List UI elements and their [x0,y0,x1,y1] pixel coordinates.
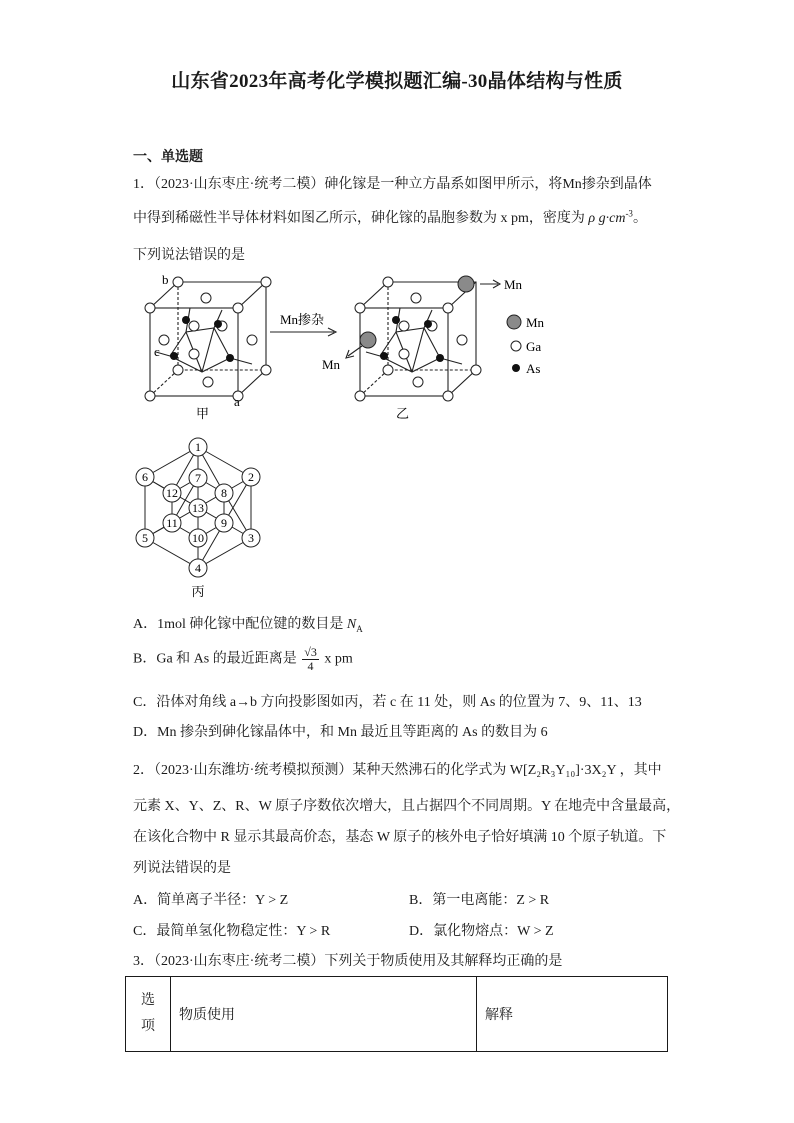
crystal-figure [130,268,570,428]
q2-option-d: D．氯化物熔点：W > Z [409,924,554,939]
q1-option-a-var: N [346,617,357,632]
q1-option-b-unit: x pm [324,651,353,667]
caption-bing: 丙 [191,584,205,599]
fraction-numerator: √3 [304,645,317,659]
label-b: b [162,272,169,287]
q1-density-exp: -3 [625,208,633,219]
q2-option-a: A．简单离子半径：Y > Z [133,893,289,908]
legend-ga: Ga [526,339,542,354]
q1-option-a [133,613,363,634]
q2-option-c: C．最简单氢化物稳定性：Y > R [133,924,331,939]
q2-option-b: B．第一电离能：Z > R [409,893,550,908]
node-5: 5 [142,531,148,545]
q1-option-d: D．Mn 掺杂到砷化镓晶体中，和 Mn 最近且等距离的 As 的数目为 6 [133,725,548,740]
node-8: 8 [221,486,227,500]
caption-jia: 甲 [196,406,210,421]
q2-line1 [133,759,662,779]
mn-top-label: Mn [504,277,523,292]
q1-option-a-sub: A [356,623,363,634]
label-c: c [154,344,160,359]
header-option [126,977,171,1052]
node-12: 12 [166,486,178,500]
q1-option-a-text: A．1mol 砷化镓中配位键的数目是 [133,617,344,632]
node-9: 9 [221,516,227,530]
header-option-line1: 选 [141,993,155,1008]
node-6: 6 [142,470,148,484]
node-13: 13 [192,501,204,515]
node-3: 3 [248,531,254,545]
q1-option-b-fraction [302,646,319,673]
q1-line2-text: 中得到稀磁性半导体材料如图乙所示，砷化镓的晶胞参数为 x pm，密度为 [133,211,585,226]
node-7: 7 [195,471,201,485]
q2-line3: 在该化合物中 R 显示其最高价态，基态 W 原子的核外电子恰好填满 10 个原子轨道。下 [133,830,667,845]
header-explanation: 解释 [477,977,668,1052]
q2-line1-end: ，其中 [619,763,662,778]
section-heading: 一、单选题 [133,150,203,165]
doping-arrow [270,328,336,336]
projection-figure [130,434,270,602]
q2-line4: 列说法错误的是 [133,861,231,876]
q2-formula: W[Z₂R₃Y₁₀]·3X₂Y [509,763,617,778]
q1-line2 [133,207,647,227]
node-4: 4 [195,561,201,575]
legend [507,315,545,376]
q1-option-b-text: B．Ga 和 As 的最近距离是 [133,651,297,667]
caption-yi: 乙 [396,406,410,421]
q1-density: ρ g·cm [588,211,626,226]
q2-line1-text: 2．（2023·山东潍坊·统考模拟预测）某种天然沸石的化学式为 [133,763,507,778]
q3-line1: 3．（2023·山东枣庄·统考二模）下列关于物质使用及其解释均正确的是 [133,954,563,969]
legend-mn: Mn [526,315,545,330]
mn-left-label: Mn [322,357,341,372]
arrow-label: Mn掺杂 [280,312,325,327]
legend-as: As [526,361,541,376]
q1-line1: 1．（2023·山东枣庄·统考二模）砷化镓是一种立方晶系如图甲所示，将Mn掺杂到晶体 [133,177,652,192]
page-title: 山东省2023年高考化学模拟题汇编-30晶体结构与性质 [171,71,623,92]
table-header-row [126,977,668,1052]
q3-table [125,976,668,1052]
node-11: 11 [166,516,178,530]
q1-line2-end: 。 [632,211,647,226]
header-usage: 物质使用 [171,977,477,1052]
node-2: 2 [248,470,254,484]
header-option-line2: 项 [141,1019,155,1034]
q2-line2: 元素 X、Y、Z、R、W 原子序数依次增大，且占据四个不同周期。Y 在地壳中含量最高， [133,799,681,814]
q1-line3: 下列说法错误的是 [133,248,245,263]
node-10: 10 [192,531,204,545]
node-1: 1 [195,440,201,454]
q1-option-c: C．沿体对角线 a→b 方向投影图如丙，若 c 在 11 处，则 As 的位置为 7、9、11、13 [133,695,642,710]
label-a: a [234,394,240,409]
fraction-denominator: 4 [307,659,314,673]
q1-option-b [133,646,353,673]
